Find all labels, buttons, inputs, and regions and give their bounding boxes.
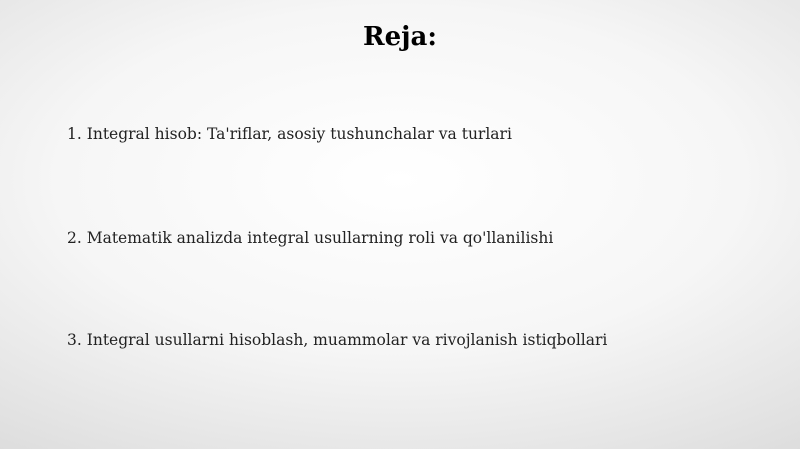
slide-title: Reja: <box>362 22 437 52</box>
plan-item-2: 2. Matematik analizda integral usullarning roli va qo'llanilishi <box>67 229 554 247</box>
plan-item-3: 3. Integral usullarni hisoblash, muammolar va rivojlanish istiqbollari <box>67 331 608 349</box>
plan-item-1: 1. Integral hisob: Ta'riflar, asosiy tushunchalar va turlari <box>67 125 512 143</box>
